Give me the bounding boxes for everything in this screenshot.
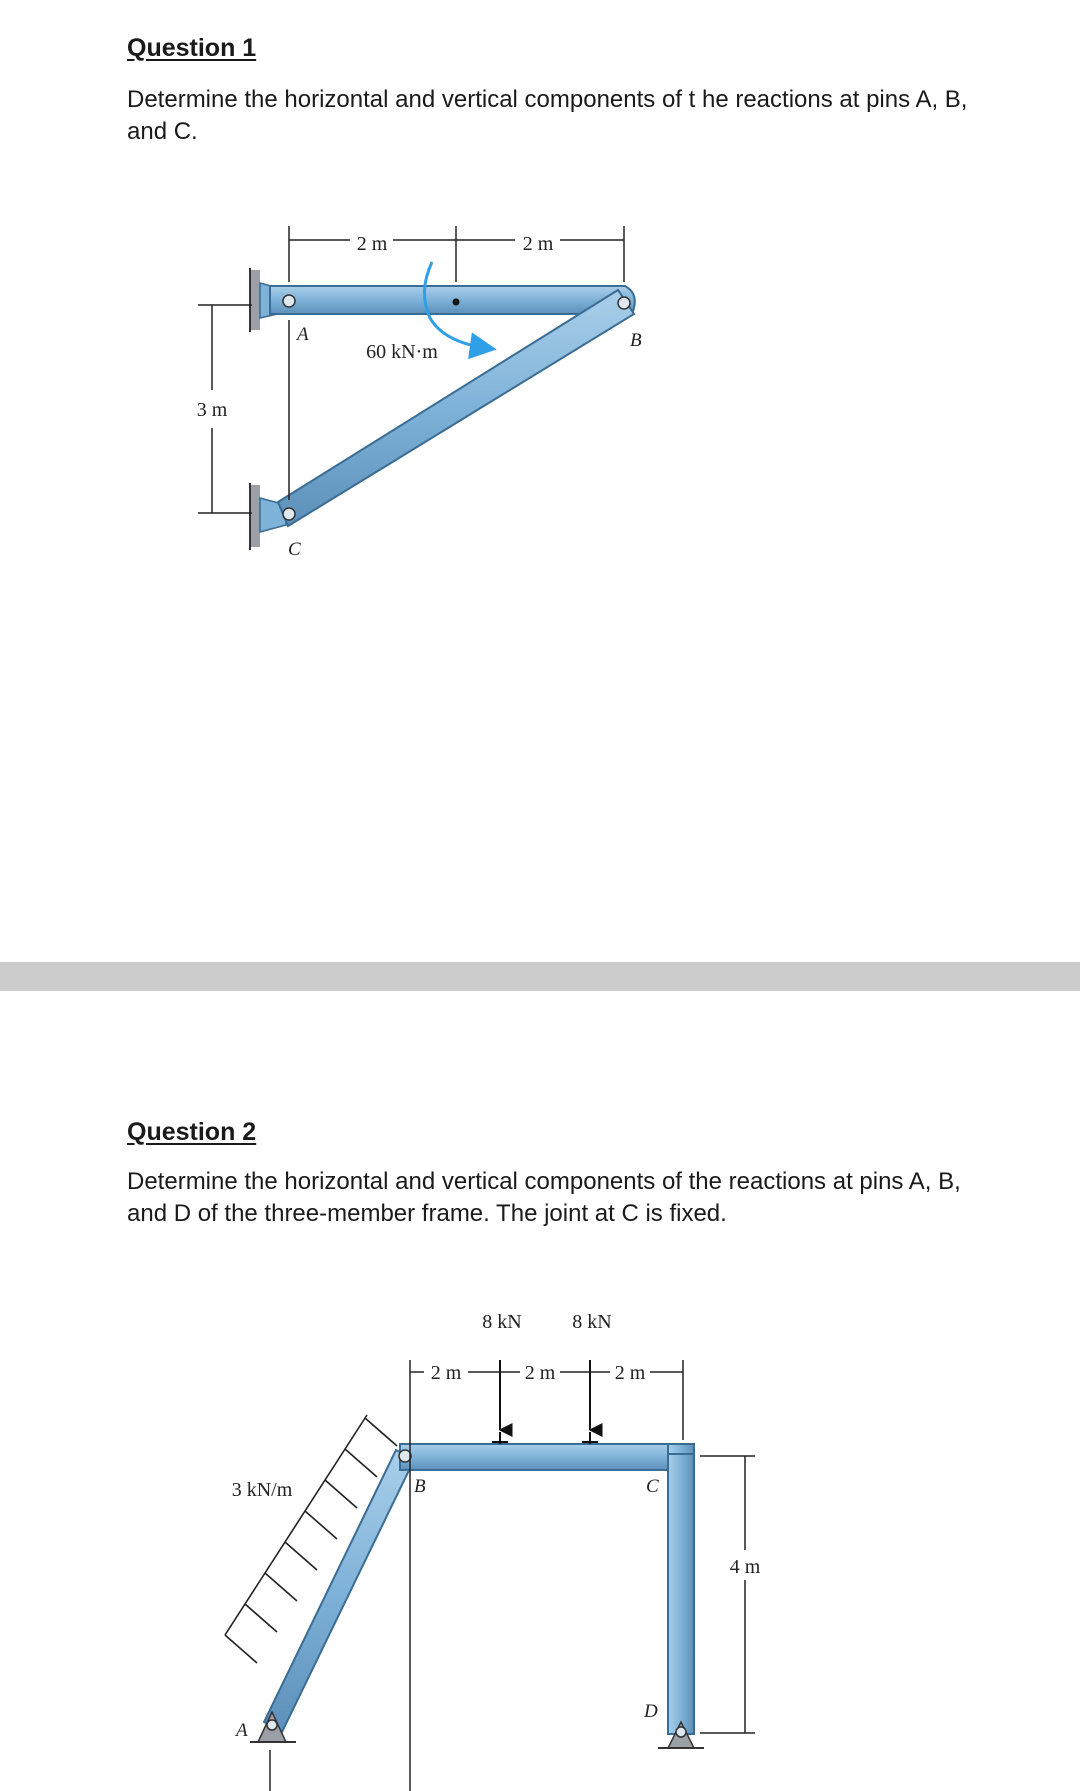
dim-height-label: 4 m: [729, 1556, 761, 1578]
distributed-load-label: 3 kN/m: [231, 1479, 293, 1501]
dim-span-1-label: 2 m: [430, 1362, 462, 1384]
question-2-figure: [0, 1280, 1080, 1791]
dim-height-label: 3 m: [196, 399, 228, 421]
pin-a: [283, 295, 295, 307]
member-cd: [668, 1444, 694, 1734]
question-2-text: Determine the horizontal and vertical components of the reactions at pins A, B, and D of the three-member frame. The joint at C is fixed.: [127, 1168, 961, 1227]
member-bc: [278, 290, 634, 526]
pin-support-d: [658, 1722, 704, 1748]
label-d: D: [644, 1701, 658, 1722]
label-b: B: [414, 1476, 426, 1497]
label-b: B: [630, 330, 642, 351]
dim-span-3-label: 2 m: [614, 1362, 646, 1384]
question-1-figure: [0, 0, 1080, 800]
label-a: A: [236, 1720, 248, 1741]
dimension-lines-q1: [198, 226, 624, 513]
label-c: C: [646, 1476, 659, 1497]
member-bc: [400, 1444, 692, 1470]
pin-b: [399, 1450, 411, 1462]
pin-b: [618, 297, 630, 309]
load-left-label: 8 kN: [482, 1311, 522, 1333]
moment-point: [453, 299, 460, 306]
load-right-label: 8 kN: [572, 1311, 612, 1333]
label-a: A: [297, 324, 309, 345]
question-1-title: Question 1: [127, 34, 257, 62]
moment-label: 60 kN·m: [366, 341, 438, 363]
member-ab: [270, 286, 635, 314]
label-c: C: [288, 539, 301, 560]
dim-top-right-label: 2 m: [522, 233, 554, 255]
section-divider: [0, 962, 1080, 991]
dim-span-2-label: 2 m: [524, 1362, 556, 1384]
wall-support-c: [250, 483, 286, 550]
question-1-text: Determine the horizontal and vertical components of t he reactions at pins A, B, and C.: [127, 86, 968, 145]
pin-c: [283, 508, 295, 520]
dim-top-left-label: 2 m: [356, 233, 388, 255]
question-2-title: Question 2: [127, 1118, 257, 1146]
